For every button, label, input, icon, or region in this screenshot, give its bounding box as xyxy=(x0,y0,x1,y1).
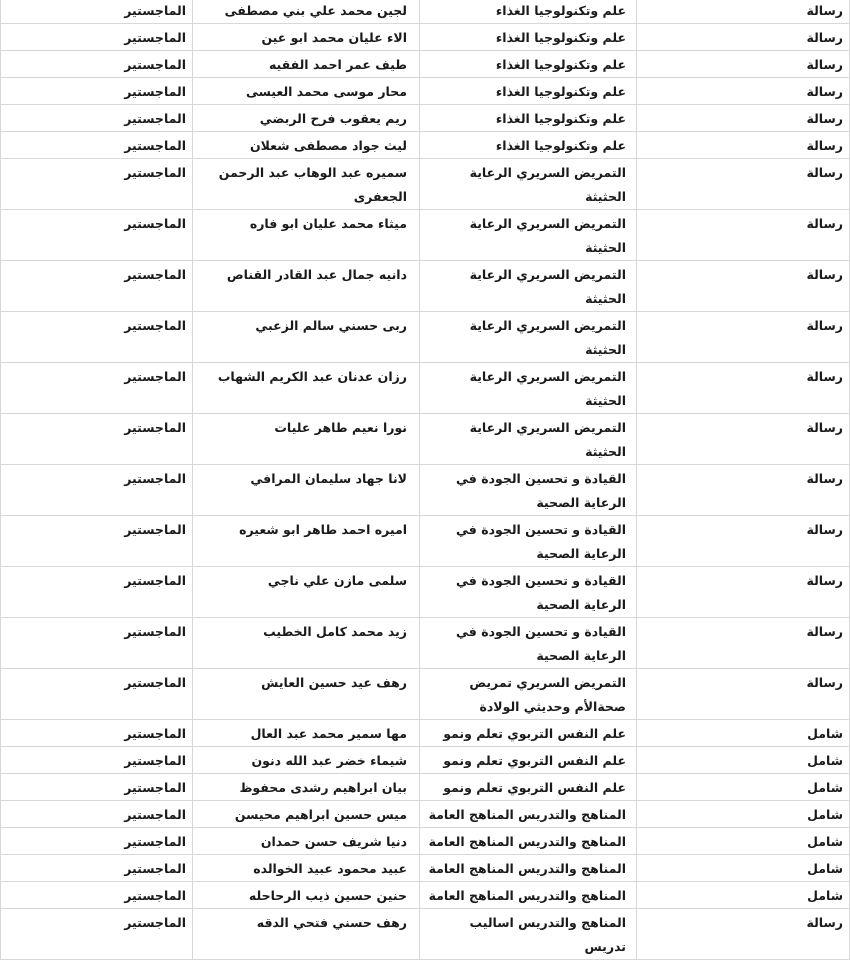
study-type-cell: رسالة xyxy=(637,51,850,78)
major-cell: القيادة و تحسين الجودة في الرعاية الصحية xyxy=(420,516,637,567)
major-cell: المناهج والتدريس المناهج العامة xyxy=(420,801,637,828)
table-row xyxy=(1,516,850,567)
degree-cell: الماجستير xyxy=(1,720,193,747)
degree-cell: الماجستير xyxy=(1,774,193,801)
study-type-cell: شامل xyxy=(637,720,850,747)
table-row xyxy=(1,0,850,24)
student-name-cell: رهف حسني فتحي الدقه xyxy=(193,909,420,960)
degree-cell: الماجستير xyxy=(1,828,193,855)
study-type-cell: شامل xyxy=(637,747,850,774)
major-cell: علم وتكنولوجيا الغذاء xyxy=(420,105,637,132)
major-cell: علم وتكنولوجيا الغذاء xyxy=(420,24,637,51)
study-type-cell: رسالة xyxy=(637,465,850,516)
student-name-cell: حنين حسين ذيب الرحاحله xyxy=(193,882,420,909)
table-row xyxy=(1,669,850,720)
table-row xyxy=(1,132,850,159)
major-cell: المناهج والتدريس المناهج العامة xyxy=(420,828,637,855)
study-type-cell: رسالة xyxy=(637,78,850,105)
table-row xyxy=(1,24,850,51)
table-row xyxy=(1,210,850,261)
table-row xyxy=(1,261,850,312)
student-name-cell: نورا نعيم طاهر عليات xyxy=(193,414,420,465)
degree-cell: الماجستير xyxy=(1,210,193,261)
table-row xyxy=(1,567,850,618)
student-name-cell: دنيا شريف حسن حمدان xyxy=(193,828,420,855)
student-name-cell: اميره احمد طاهر ابو شعيره xyxy=(193,516,420,567)
study-type-cell: شامل xyxy=(637,882,850,909)
table-row xyxy=(1,363,850,414)
degree-cell: الماجستير xyxy=(1,855,193,882)
student-name-cell: رهف عيد حسين العايش xyxy=(193,669,420,720)
table-row xyxy=(1,828,850,855)
table-row xyxy=(1,774,850,801)
degree-cell: الماجستير xyxy=(1,618,193,669)
table-row xyxy=(1,801,850,828)
study-type-cell: رسالة xyxy=(637,0,850,24)
degree-cell: الماجستير xyxy=(1,516,193,567)
student-name-cell: ريم يعقوب فرح الربضي xyxy=(193,105,420,132)
table-row xyxy=(1,105,850,132)
student-name-cell: ربى حسني سالم الزعبي xyxy=(193,312,420,363)
student-name-cell: طيف عمر احمد الفقيه xyxy=(193,51,420,78)
table-row xyxy=(1,51,850,78)
degree-cell: الماجستير xyxy=(1,51,193,78)
degree-cell: الماجستير xyxy=(1,159,193,210)
table-row xyxy=(1,312,850,363)
table-row xyxy=(1,414,850,465)
student-name-cell: سميره عبد الوهاب عبد الرحمن الجعفرى xyxy=(193,159,420,210)
table-row xyxy=(1,720,850,747)
student-name-cell: بيان ابراهيم رشدى محفوظ xyxy=(193,774,420,801)
degree-cell: الماجستير xyxy=(1,312,193,363)
major-cell: علم النفس التربوي تعلم ونمو xyxy=(420,747,637,774)
major-cell: المناهج والتدريس المناهج العامة xyxy=(420,855,637,882)
study-type-cell: رسالة xyxy=(637,24,850,51)
degree-cell: الماجستير xyxy=(1,132,193,159)
study-type-cell: شامل xyxy=(637,828,850,855)
major-cell: القيادة و تحسين الجودة في الرعاية الصحية xyxy=(420,465,637,516)
table-row xyxy=(1,882,850,909)
study-type-cell: رسالة xyxy=(637,516,850,567)
major-cell: علم النفس التربوي تعلم ونمو xyxy=(420,774,637,801)
degree-cell: الماجستير xyxy=(1,909,193,960)
student-name-cell: رزان عدنان عبد الكريم الشهاب xyxy=(193,363,420,414)
major-cell: التمريض السريري الرعاية الحثيثة xyxy=(420,261,637,312)
degree-cell: الماجستير xyxy=(1,882,193,909)
major-cell: التمريض السريري الرعاية الحثيثة xyxy=(420,210,637,261)
study-type-cell: رسالة xyxy=(637,414,850,465)
degree-cell: الماجستير xyxy=(1,801,193,828)
major-cell: القيادة و تحسين الجودة في الرعاية الصحية xyxy=(420,567,637,618)
student-name-cell: سلمى مازن علي ناجي xyxy=(193,567,420,618)
study-type-cell: رسالة xyxy=(637,261,850,312)
student-name-cell: مها سمير محمد عبد العال xyxy=(193,720,420,747)
student-name-cell: الاء عليان محمد ابو عين xyxy=(193,24,420,51)
study-type-cell: رسالة xyxy=(637,312,850,363)
student-name-cell: عبيد محمود عبيد الخوالده xyxy=(193,855,420,882)
degree-cell: الماجستير xyxy=(1,363,193,414)
study-type-cell: رسالة xyxy=(637,567,850,618)
degree-cell: الماجستير xyxy=(1,465,193,516)
student-name-cell: ميس حسين ابراهيم محيسن xyxy=(193,801,420,828)
degree-cell: الماجستير xyxy=(1,747,193,774)
degree-cell: الماجستير xyxy=(1,669,193,720)
major-cell: التمريض السريري تمريض صحةالأم وحديثي الولادة xyxy=(420,669,637,720)
table-row xyxy=(1,465,850,516)
student-name-cell: لانا جهاد سليمان المرافي xyxy=(193,465,420,516)
major-cell: التمريض السريري الرعاية الحثيثة xyxy=(420,363,637,414)
study-type-cell: رسالة xyxy=(637,210,850,261)
study-type-cell: رسالة xyxy=(637,618,850,669)
major-cell: المناهج والتدريس اساليب تدريس xyxy=(420,909,637,960)
major-cell: التمريض السريري الرعاية الحثيثة xyxy=(420,312,637,363)
table-row xyxy=(1,747,850,774)
study-type-cell: رسالة xyxy=(637,909,850,960)
student-name-cell: زيد محمد كامل الخطيب xyxy=(193,618,420,669)
table-row xyxy=(1,618,850,669)
major-cell: علم وتكنولوجيا الغذاء xyxy=(420,0,637,24)
study-type-cell: رسالة xyxy=(637,159,850,210)
table-row xyxy=(1,159,850,210)
degree-cell: الماجستير xyxy=(1,78,193,105)
student-name-cell: شيماء خضر عبد الله دنون xyxy=(193,747,420,774)
table-row xyxy=(1,855,850,882)
major-cell: القيادة و تحسين الجودة في الرعاية الصحية xyxy=(420,618,637,669)
study-type-cell: رسالة xyxy=(637,105,850,132)
degree-cell: الماجستير xyxy=(1,567,193,618)
major-cell: علم وتكنولوجيا الغذاء xyxy=(420,51,637,78)
student-name-cell: ميثاء محمد عليان ابو فاره xyxy=(193,210,420,261)
major-cell: علم وتكنولوجيا الغذاء xyxy=(420,132,637,159)
major-cell: علم وتكنولوجيا الغذاء xyxy=(420,78,637,105)
major-cell: التمريض السريري الرعاية الحثيثة xyxy=(420,159,637,210)
table-row xyxy=(1,78,850,105)
major-cell: المناهج والتدريس المناهج العامة xyxy=(420,882,637,909)
major-cell: علم النفس التربوي تعلم ونمو xyxy=(420,720,637,747)
study-type-cell: رسالة xyxy=(637,363,850,414)
study-type-cell: شامل xyxy=(637,855,850,882)
degree-cell: الماجستير xyxy=(1,261,193,312)
student-name-cell: محار موسى محمد العيسى xyxy=(193,78,420,105)
degree-cell: الماجستير xyxy=(1,105,193,132)
study-type-cell: شامل xyxy=(637,774,850,801)
study-type-cell: رسالة xyxy=(637,669,850,720)
study-type-cell: شامل xyxy=(637,801,850,828)
graduates-table-body xyxy=(1,0,850,960)
major-cell: التمريض السريري الرعاية الحثيثة xyxy=(420,414,637,465)
student-name-cell: ليث جواد مصطفى شعلان xyxy=(193,132,420,159)
degree-cell: الماجستير xyxy=(1,24,193,51)
study-type-cell: رسالة xyxy=(637,132,850,159)
degree-cell: الماجستير xyxy=(1,414,193,465)
degree-cell: الماجستير xyxy=(1,0,193,24)
student-name-cell: لجين محمد علي بني مصطفى xyxy=(193,0,420,24)
table-row xyxy=(1,909,850,960)
student-name-cell: دانيه جمال عبد القادر القناص xyxy=(193,261,420,312)
